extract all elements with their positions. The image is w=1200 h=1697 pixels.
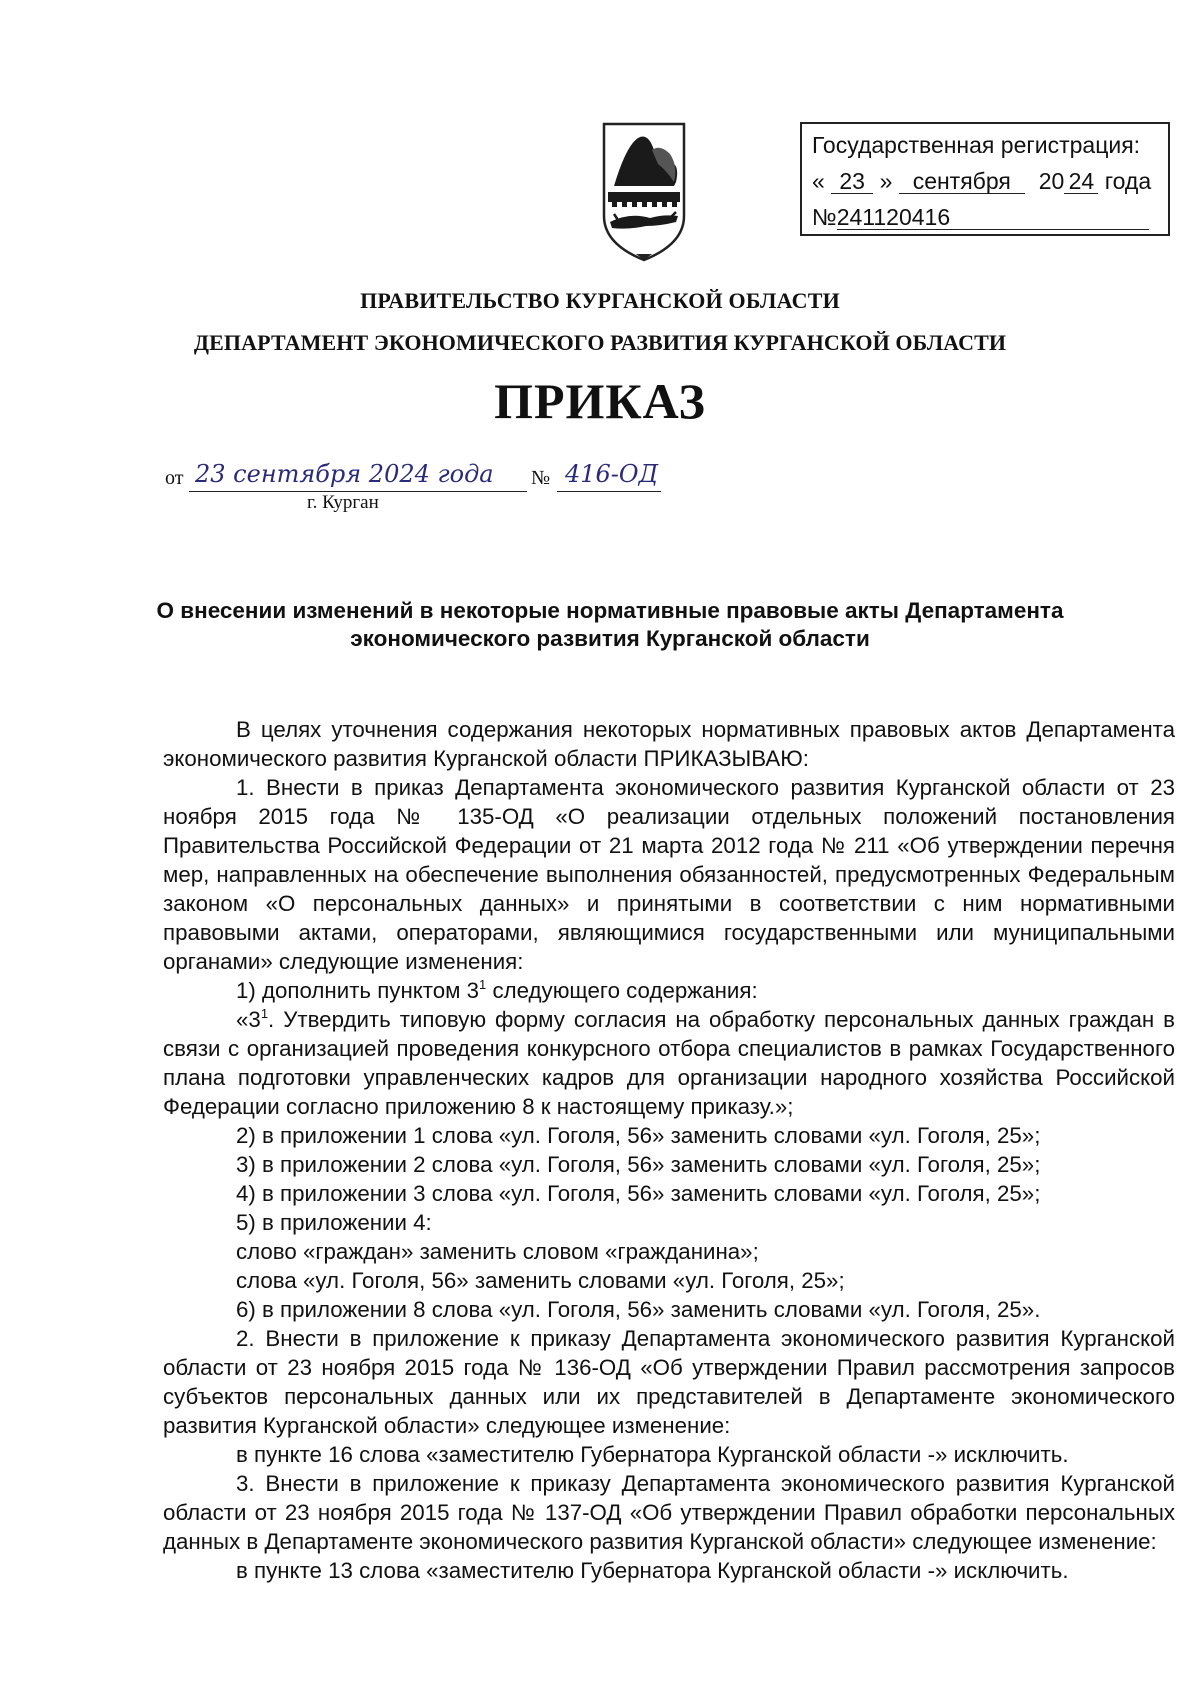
registration-month: сентября	[899, 169, 1025, 194]
registration-year-word: года	[1104, 168, 1152, 194]
body-paragraph-preamble: В целях уточнения содержания некоторых нормативных правовых актов Департамента экономического развития Курганской области ПРИКАЗЫВАЮ:	[163, 717, 1175, 771]
body-paragraph-item-1-1: 1) дополнить пунктом $3^1$ следующего содержания:	[236, 977, 758, 1003]
registration-number: 241120416	[837, 205, 1149, 230]
body-paragraph-item-2: 2. Внести в приложение к приказу Департамента экономического развития Курганской области от 23 ноября 2015 года № 136-ОД «Об утверждении Правил рассмотрения запросов субъектов персональных данных или их представителей в Департаменте экономического развития Курганской области» следующее изменение:	[163, 1326, 1175, 1438]
registration-day: 23	[831, 169, 873, 194]
order-body	[163, 715, 1175, 1585]
number-underline	[557, 491, 661, 492]
body-paragraph-new-clause: «$3^1$. Утвердить типовую форму согласия на обработку персональных данных граждан в связи с организацией проведения конкурсного отбора специалистов в рамках Государственного плана подготовки управленческих кадров для организации народного хозяйства Российской Федерации согласно приложению 8 к настоящему приказу.»;	[163, 1006, 1175, 1119]
registration-year-prefix: 20	[1038, 168, 1065, 194]
registration-date: « 23 » сентября 20 24 года	[812, 168, 1152, 194]
body-paragraph-item-1-4: 4) в приложении 3 слова «ул. Гоголя, 56» заменить словами «ул. Гоголя, 25»;	[236, 1181, 1041, 1206]
body-paragraph-item-3: 3. Внести в приложение к приказу Департамента экономического развития Курганской области от 23 ноября 2015 года № 137-ОД «Об утверждении Правил обработки персональных данных в Департаменте экономического развития Курганской области» следующее изменение:	[163, 1471, 1175, 1554]
order-number-handwritten: 416-ОД	[565, 460, 659, 488]
registration-number-line: №241120416	[812, 199, 1158, 235]
body-paragraph-item-2-change: в пункте 16 слова «заместителю Губернатора Курганской области -» исключить.	[236, 1442, 1069, 1467]
registration-heading: Государственная регистрация:	[812, 132, 1141, 158]
body-paragraph-item-1-5-a: слово «граждан» заменить словом «гражданина»;	[236, 1239, 759, 1264]
order-number-label: №	[531, 467, 551, 489]
body-paragraph-item-3-change: в пункте 13 слова «заместителю Губернатора Курганской области -» исключить.	[236, 1558, 1069, 1583]
body-paragraph-item-1: 1. Внести в приказ Департамента экономического развития Курганской области от 23 ноября 2015 года № 135-ОД «О реализации отдельных положений постановления Правительства Российской Федерации от 21 марта 2012 года № 211 «Об утверждении перечня мер, направленных на обеспечение выполнения обязанностей, предусмотренных Федеральным законом «О персональных данных» и принятыми в соответствии с ним нормативными правовыми актами, операторами, являющимися государственными или муниципальными органами» следующие изменения:	[163, 775, 1175, 974]
from-label: от	[165, 467, 184, 489]
body-paragraph-item-1-5: 5) в приложении 4:	[236, 1210, 432, 1235]
order-city: г. Курган	[307, 492, 379, 513]
body-paragraph-item-1-2: 2) в приложении 1 слова «ул. Гоголя, 56» заменить словами «ул. Гоголя, 25»;	[236, 1123, 1041, 1148]
order-date-handwritten: 23 сентября 2024 года	[195, 460, 494, 488]
body-paragraph-item-1-3: 3) в приложении 2 слова «ул. Гоголя, 56» заменить словами «ул. Гоголя, 25»;	[236, 1152, 1041, 1177]
registration-stamp	[800, 122, 1170, 236]
order-title	[150, 597, 1070, 653]
government-heading: ПРАВИТЕЛЬСТВО КУРГАНСКОЙ ОБЛАСТИ	[360, 288, 840, 313]
order-title-line-2: экономического развития Курганской области	[350, 626, 870, 651]
coat-of-arms-icon	[600, 120, 688, 262]
order-title-line-1: О внесении изменений в некоторые нормативные правовые акты Департамента	[156, 598, 1064, 623]
document-type-heading: ПРИКАЗ	[494, 373, 706, 429]
department-heading: ДЕПАРТАМЕНТ ЭКОНОМИЧЕСКОГО РАЗВИТИЯ КУРГАНСКОЙ ОБЛАСТИ	[193, 330, 1007, 355]
registration-year-suffix: 24	[1064, 169, 1098, 194]
body-paragraph-item-1-5-b: слова «ул. Гоголя, 56» заменить словами «ул. Гоголя, 25»;	[236, 1268, 845, 1293]
body-paragraph-item-1-6: 6) в приложении 8 слова «ул. Гоголя, 56» заменить словами «ул. Гоголя, 25».	[236, 1297, 1041, 1322]
